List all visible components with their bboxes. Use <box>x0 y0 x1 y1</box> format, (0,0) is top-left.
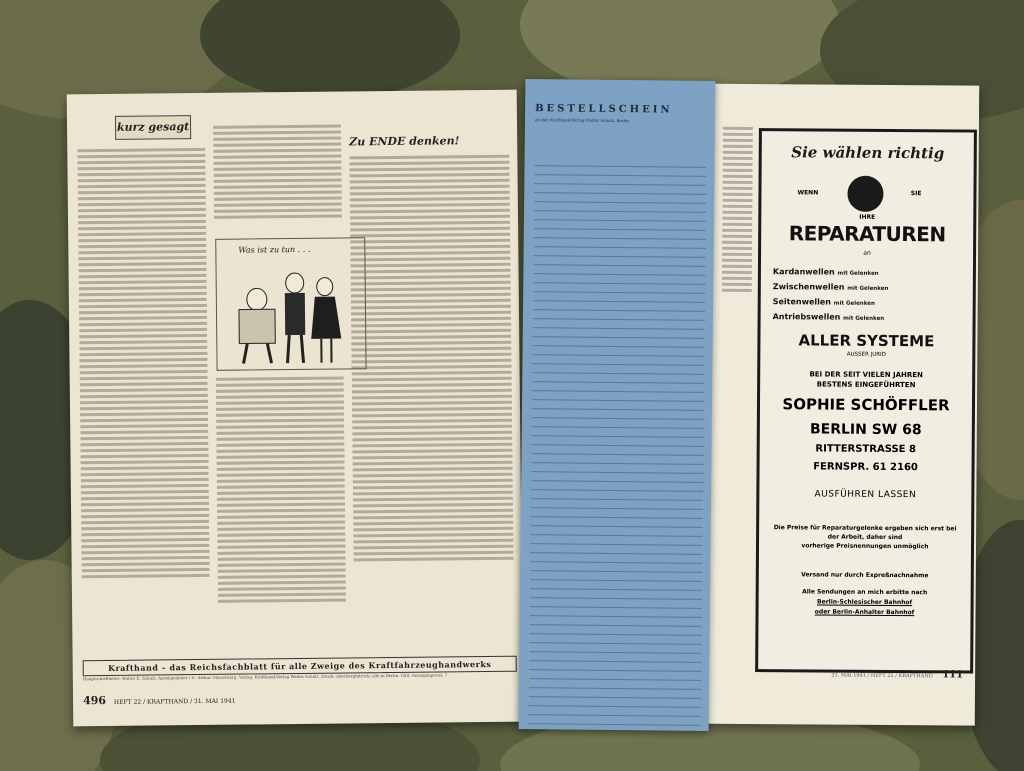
repair-advertisement <box>755 128 977 674</box>
ad-part-item: Antriebswellen mit Gelenken <box>772 312 885 322</box>
ad-an: an <box>863 249 871 257</box>
order-form-title: BESTELLSCHEIN <box>535 103 673 116</box>
ad-part-item: Kardanwellen mit Gelenken <box>772 267 879 277</box>
magazine-banner: Krafthand – das Reichsfachblatt für alle Zweige des Kraftfahrzeughandwerks <box>83 656 517 677</box>
ad-part-item: Seitenwellen mit Gelenken <box>772 297 875 307</box>
right-page-footer <box>831 669 963 681</box>
text-column-2 <box>213 122 342 235</box>
ad-city: BERLIN SW 68 <box>809 421 922 439</box>
imprint-line: Hauptschriftleiter: Walter E. Schulz. Anzeigenleiter i.V.: Arthur Günzerberg. Verlag: Krafthand-Verlag Walter Schulz. Druck: Aderberghdruck; alle in Berlin. Gült. Anzeigenpreisl. 7 <box>82 672 448 682</box>
ad-reparaturen: REPARATUREN <box>788 221 946 247</box>
right-text-column <box>719 124 753 664</box>
order-form-subtitle: an den Krafthand-Verlag Walter Schulz, Berlin <box>534 117 629 124</box>
order-form-insert <box>519 79 716 731</box>
magazine-spread <box>70 80 980 730</box>
left-issue-label: HEFT 22 / KRAFTHAND / 31. MAI 1941 <box>113 697 236 706</box>
ad-ihre: IHRE <box>859 213 876 221</box>
ad-street: RITTERSTRASSE 8 <box>815 443 916 456</box>
text-column-3 <box>216 373 347 648</box>
ad-parts-list <box>773 265 963 326</box>
headline-kurz-gesagt: kurz gesagt <box>115 115 191 140</box>
right-page-number: 111 <box>942 669 964 681</box>
ad-price-note: Die Preise für Reparaturgelenke ergeben sich erst bei der Arbeit, daher sind vorherige Preisnennungen unmöglich <box>773 524 957 551</box>
ad-ausfuehren: AUSFÜHREN LASSEN <box>814 489 917 501</box>
ad-sie: SIE <box>910 190 922 198</box>
right-issue-label: 31. MAI 1941 / HEFT 22 / KRAFTHAND <box>831 672 933 680</box>
cartoon-illustration <box>215 237 366 371</box>
ad-wenn: WENN <box>797 189 819 197</box>
ad-company-name: SOPHIE SCHÖFFLER <box>782 395 950 415</box>
left-page-number: 496 <box>82 693 107 708</box>
ad-part-item: Zwischenwellen mit Gelenken <box>772 282 889 292</box>
ad-bei-der: BEI DER SEIT VIELEN JAHREN BESTENS EINGEFÜHRTEN <box>809 370 923 390</box>
text-column-4 <box>349 152 514 648</box>
ad-aller-systeme: ALLER SYSTEME <box>798 331 935 351</box>
cartoon-figures <box>216 238 365 370</box>
ad-delivery-note: Alle Sendungen an mich erbitte nach Berlin-Schlesischer Bahnhof oder Berlin-Anhalter Bahnhof <box>802 588 928 617</box>
ad-ausser-jurid: AUSSER JURID <box>846 351 886 358</box>
ad-shipping-note: Versand nur durch Expreßnachnahme <box>801 571 929 580</box>
ad-phone: FERNSPR. 61 2160 <box>813 461 918 474</box>
order-form-rows <box>528 159 706 731</box>
illustration-caption: Was ist zu tun . . . <box>238 244 311 255</box>
text-column-1 <box>77 145 210 646</box>
ad-headline: Sie wählen richtig <box>791 143 945 163</box>
section-heading: Zu ENDE denken! <box>349 134 460 149</box>
left-page-footer <box>83 693 236 708</box>
company-logo-icon <box>847 176 883 212</box>
left-page <box>67 90 524 727</box>
